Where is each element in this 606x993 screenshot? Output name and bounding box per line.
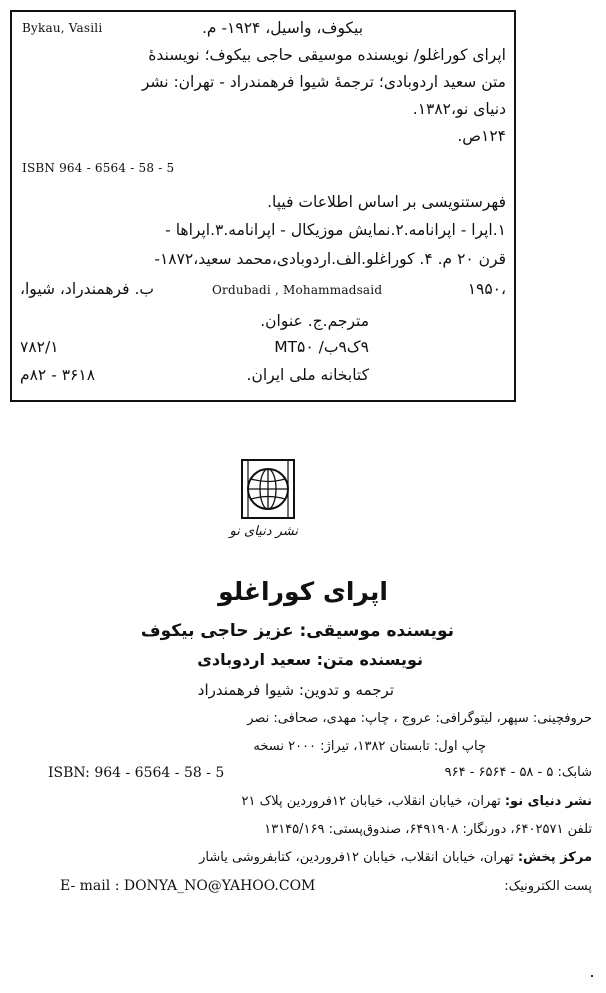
- cip-dewey: ۷۸۲/۱: [20, 338, 59, 356]
- publisher-logo: [229, 458, 298, 548]
- scan-speck: [591, 975, 593, 977]
- publisher-address: تهران، خیابان انقلاب، خیابان ۱۲فروردین پلاک ۲۱: [241, 794, 501, 809]
- production-credits: حروفچینی: سپهر، لیتوگرافی: عروج ، چاپ: مهدی، صحافی: نصر: [247, 711, 592, 726]
- cip-catalog-box: [10, 10, 516, 402]
- text-credit: نویسنده متن: سعید اردوبادی: [197, 650, 423, 669]
- cip-author-line: بیکوف، واسیل، ۱۹۲۴- م.: [202, 19, 364, 37]
- cip-library-number: ۳۶۱۸ - ۸۲م: [20, 366, 96, 384]
- cip-title-line-2: متن سعید اردوبادی؛ ترجمهٔ شیوا فرهمندراد - تهران: نشر: [141, 73, 506, 91]
- cip-title-line-3: دنیای نو،۱۳۸۲.: [412, 100, 506, 118]
- cip-author-latin: Bykau, Vasili: [22, 21, 103, 35]
- distribution-line: [199, 851, 592, 864]
- distribution-label: مرکز پخش:: [517, 850, 592, 865]
- cip-fipa-note: فهرستنویسی بر اساس اطلاعات فیپا.: [267, 193, 506, 211]
- email-address: E- mail : DONYA_NO@YAHOO.COM: [60, 878, 316, 894]
- cip-subjects-line-3-rest: ب. فرهمندراد، شیوا،: [20, 280, 154, 298]
- isbn-number: ISBN: 964 - 6564 - 58 - 5: [48, 765, 225, 781]
- music-credit: نویسنده موسیقی: عزیز حاجی بیکوف: [140, 621, 454, 641]
- cip-subjects-line-3-persian: ۱۹۵۰،: [467, 280, 506, 298]
- cip-pages: ۱۲۴ص.: [457, 127, 506, 145]
- book-title: اپرای کوراغلو: [218, 577, 388, 606]
- cip-subjects-line-4: مترجم.ج. عنوان.: [260, 312, 369, 330]
- cip-title-line-1: اپرای کوراغلو/ نویسنده موسیقی حاجی بیکوف؛ نویسندهٔ: [148, 46, 506, 64]
- cip-lc-class: ۹ک۹ب/ MT۵۰: [274, 338, 369, 356]
- edition-info: چاپ اول: تابستان ۱۳۸۲، تیراژ: ۲۰۰۰ نسخه: [253, 739, 486, 754]
- cip-subjects-line-1: ۱.اپرا - اپرانامه.۲.نمایش موزیکال - اپرانامه.۳.اپراها -: [165, 221, 506, 239]
- cip-subjects-line-2: قرن ۲۰ م. ۴. کوراغلو.الف.اردوبادی،محمد سعید،۱۸۷۲-: [154, 250, 506, 268]
- cip-subjects-line-3-latin: Ordubadi , Mohammadsaid: [212, 283, 383, 297]
- translator-credit: ترجمه و تدوین: شیوا فرهمندراد: [197, 681, 394, 699]
- publisher-address-line: [241, 795, 592, 808]
- email-label: پست الکترونیک:: [504, 879, 592, 894]
- cip-isbn: ISBN 964 - 6564 - 58 - 5: [22, 161, 175, 175]
- contact-numbers: تلفن ۶۴۰۲۵۷۱، دورنگار: ۶۴۹۱۹۰۸، صندوق‌پستی: ۱۳۱۴۵/۱۶۹: [264, 822, 592, 837]
- distribution-address: تهران، خیابان انقلاب، خیابان ۱۲فروردین، کتابفروشی یاشار: [199, 850, 514, 865]
- cip-library-name: کتابخانه ملی ایران.: [246, 366, 369, 384]
- publisher-label: نشر دنیای نو:: [504, 794, 592, 809]
- publisher-script-mark: نشر دنیای نو: [229, 524, 298, 539]
- shabak-number: شابک: ۵ - ۵۸ - ۶۵۶۴ - ۹۶۴: [444, 765, 592, 780]
